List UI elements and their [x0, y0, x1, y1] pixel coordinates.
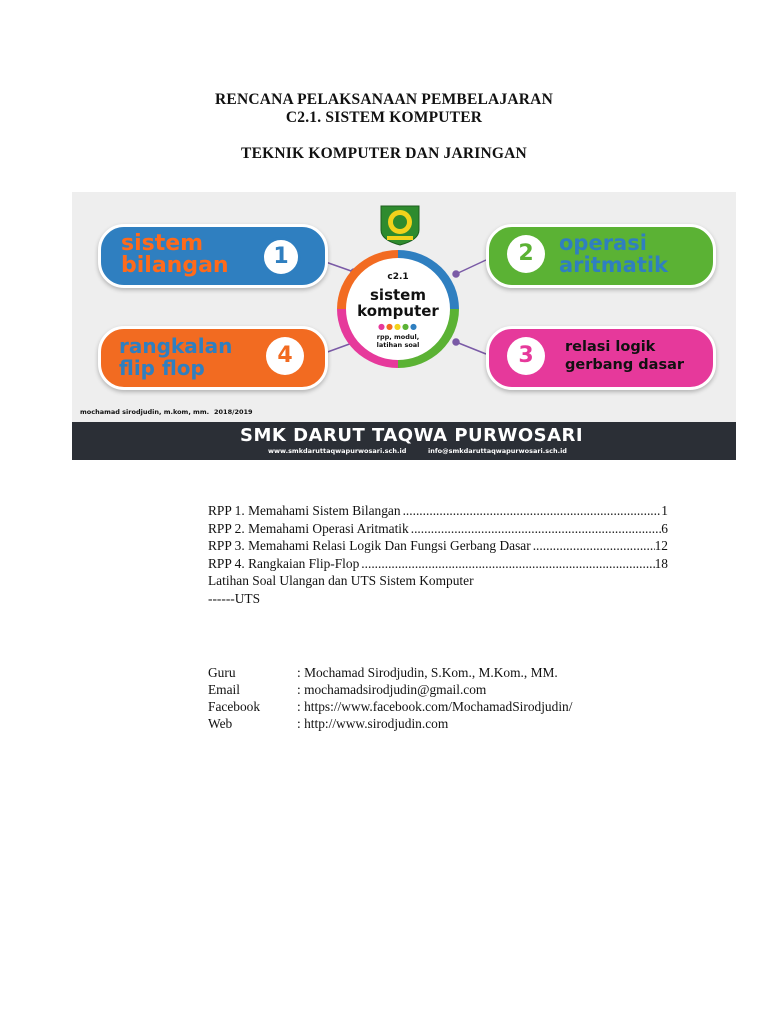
pill-1-line1: sistem [121, 231, 204, 256]
school-website: www.smkdaruttaqwapurwosari.sch.id [268, 447, 407, 455]
center-sub-1: rpp, modul, [376, 333, 420, 341]
info-row: Guru : Mochamad Sirodjudin, S.Kom., M.Kom., MM. [208, 665, 558, 680]
toc-entry: RPP 4. Rangkaian Flip-Flop ..... 18 [208, 555, 668, 573]
center-code: c2.1 [387, 272, 409, 282]
doc-subtitle: C2.1. SISTEM KOMPUTER [285, 109, 483, 126]
doc-program: TEKNIK KOMPUTER DAN JARINGAN [241, 145, 527, 162]
toc-extra-line: ------UTS [208, 590, 261, 606]
info-row: Facebook : https://www.facebook.com/MochamadSirodjudin/ [208, 699, 573, 714]
pill-3-line2: gerbang dasar [565, 357, 685, 373]
banner-footer-bar [72, 422, 736, 460]
toc-extra-line: Latihan Soal Ulangan dan UTS Sistem Komputer [208, 573, 474, 589]
pill-1-number: 1 [261, 237, 301, 277]
pill-2-line1: operasi [559, 231, 647, 255]
center-title-1: sistem [370, 286, 426, 304]
pill-2-line2: aritmatik [559, 253, 669, 277]
school-logo [377, 202, 423, 246]
teacher-info [208, 664, 572, 732]
pill-3-number: 3 [507, 337, 545, 375]
pill-sistem-bilangan [98, 224, 328, 288]
pill-4-line1: rangkalan [119, 334, 233, 358]
center-title-2: komputer [357, 302, 439, 320]
pill-2-number: 2 [507, 235, 545, 273]
doc-title: RENCANA PELAKSANAAN PEMBELAJARAN [215, 91, 553, 108]
center-sub-2: latihan soal [376, 341, 420, 349]
school-email: info@smkdaruttaqwapurwosari.sch.id [428, 447, 567, 455]
toc-entry: RPP 2. Memahami Operasi Aritmatik ..... 6 [208, 520, 668, 538]
pill-relasi-logik [486, 326, 716, 390]
pill-4-number: 4 [266, 337, 304, 375]
pill-operasi-aritmatik [486, 224, 716, 288]
pill-1-line2: bilangan [121, 253, 229, 278]
info-row: Web : http://www.sirodjudin.com [208, 716, 449, 731]
cover-banner [72, 192, 736, 460]
center-badge [346, 258, 450, 360]
pill-3-line1: relasi logik [565, 339, 656, 355]
banner-year: 2018/2019 [214, 408, 253, 416]
center-dots: ●●●●● [378, 322, 418, 331]
table-of-contents [208, 502, 668, 608]
toc-entry: RPP 3. Memahami Relasi Logik Dan Fungsi Gerbang Dasar ..... 12 [208, 537, 668, 555]
info-row: Email : mochamadsirodjudin@gmail.com [208, 682, 487, 697]
toc-entry: RPP 1. Memahami Sistem Bilangan ..... 1 [208, 502, 668, 520]
pill-4-line2: flip flop [119, 356, 205, 380]
school-name: SMK DARUT TAQWA PURWOSARI [240, 425, 584, 446]
banner-author: mochamad sirodjudin, m.kom, mm. [80, 408, 210, 416]
pill-rangkalan-flip-flop [98, 326, 328, 390]
